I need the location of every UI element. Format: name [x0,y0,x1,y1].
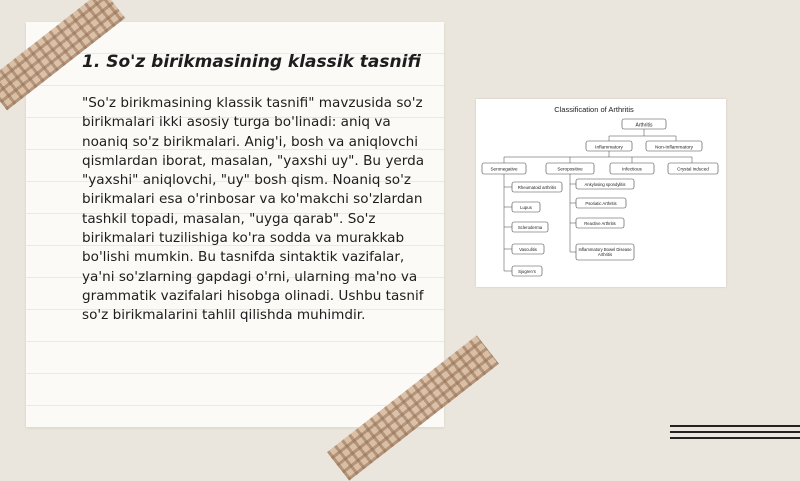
node-ankylosing-label: Ankylosing spondylitis [584,182,626,187]
classification-diagram [476,99,726,287]
node-reactive-label: Reactive Arthritis [584,221,616,226]
node-sjogrens-label: Sjogren's [518,269,536,274]
node-root-label: Arthritis [635,122,653,129]
node-seronegative-label: Seronegative [490,166,518,172]
decorative-line [670,425,800,427]
decorative-line [670,437,800,439]
node-scleroderma-label: Scleroderma [517,225,543,230]
node-rheumatoid-label: Rheumatoid arthritis [517,185,557,190]
node-inflammatory-label: Inflammatory [595,145,623,151]
slide-title: 1. So'z birikmasining klassik tasnifi [82,52,421,72]
arthritis-diagram-image [476,99,726,287]
diagram-title: Classification of Arthritis [554,105,634,114]
node-psoriatic-label: Psoriatic Arthritis [585,201,617,206]
slide-body-text: "So'z birikmasining klassik tasnifi" mavzusida so'z birikmalari ikki asosiy turga bo'linadi: aniq va noaniq so'z birikmalari. Anig'i, bosh va aniqlovchi qismlardan iborat, masalan, "yaxshi uy". Bu yerda "yaxshi" aniqlovchi, "uy" bosh qism. Noaniq so'z birikmalari esa o'rinbosar va ko'makchi so'zlardan tashkil topadi, masalan, "uyga qarab". So'z birikmalari tuzilishiga ko'ra sodda va murakkab bo'lishi mumkin. Bu tasnifda sintaktik vazifalar, ya'ni so'zlarning gapdagi o'rni, ularning ma'no va grammatik vazifalari hisobga olinadi. Ushbu tasnif so'z birikmalarini tahlil qilishda muhimdir. [82,95,425,324]
node-vasculitis-label: Vasculitis [519,247,537,252]
node-seropositive-label: Seropositive [557,166,583,172]
decorative-lines [670,425,800,443]
node-non-inflammatory-label: Non-Inflammatory [654,145,694,151]
node-crystal-induced-label: Crystal induced [677,166,709,172]
node-ibd-arthritis-label: Inflammatory Bowel Disease Arthritis [578,247,632,257]
node-infectious-label: Infectious [622,166,642,172]
decorative-line [670,431,800,433]
node-lupus-label: Lupus [520,205,532,210]
node-ibd-arthritis-wrap [576,244,634,260]
